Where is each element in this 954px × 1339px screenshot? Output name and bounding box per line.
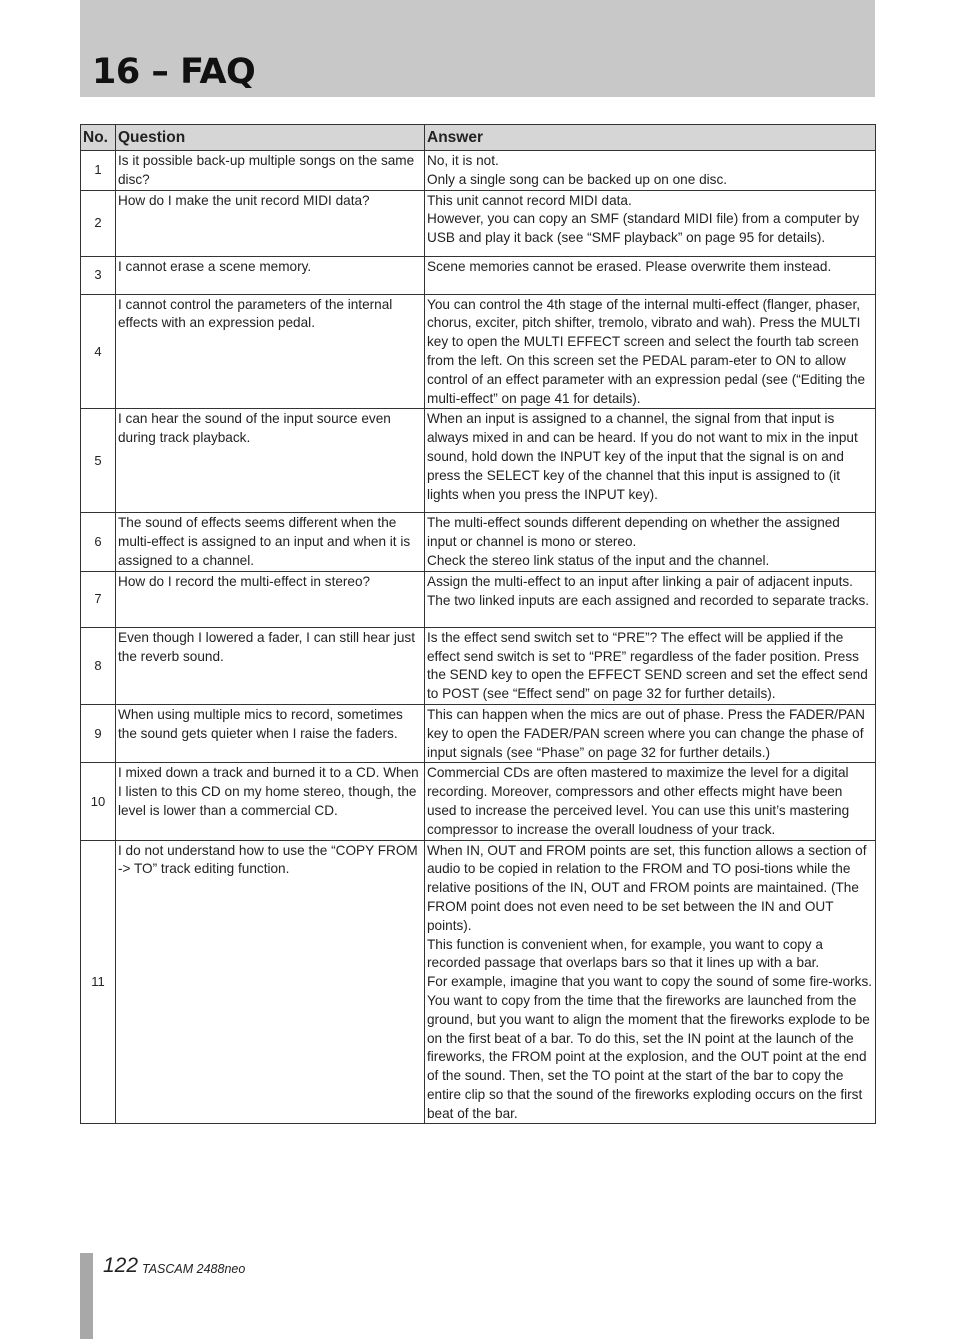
table-row [81, 840, 876, 1124]
answer-paragraph: The multi-effect sounds different depending on whether the assigned input or channel is mono or stereo. [427, 515, 840, 550]
page-title: 16 – FAQ [92, 52, 256, 92]
answer-paragraph: When IN, OUT and FROM points are set, this function allows a section of audio to be copied in relation to the FROM and TO posi-tions while the relative positions of the IN, OUT and FROM points are maintained. (The FROM point does not even need to be set between the IN and OUT points). [427, 842, 867, 933]
question-cell: I cannot erase a scene memory. [116, 256, 425, 294]
answer-cell [425, 256, 876, 294]
table-row [81, 294, 876, 409]
answer-cell [425, 409, 876, 513]
row-number: 7 [81, 571, 116, 627]
answer-cell [425, 763, 876, 840]
header-answer: Answer [425, 125, 876, 151]
question-cell: Is it possible back-up multiple songs on the same disc? [116, 151, 425, 191]
answer-paragraph: Is the effect send switch set to “PRE”? The effect will be applied if the effect send switch is set to “PRE” regardless of the fader position. Press the SEND key to open the EFFECT SEND screen and set the effect send to POST (see “Effect send” on page 32 for further details). [427, 629, 868, 702]
question-cell: I do not understand how to use the “COPY FROM -> TO” track editing function. [116, 840, 425, 1124]
row-number: 5 [81, 409, 116, 513]
answer-cell [425, 151, 876, 191]
header-no: No. [81, 125, 116, 151]
answer-paragraph: However, you can copy an SMF (standard MIDI file) from a computer by USB and play it back (see “SMF playback” on page 95 for details). [427, 211, 860, 246]
row-number: 4 [81, 294, 116, 409]
question-cell: I mixed down a track and burned it to a CD. When I listen to this CD on my home stereo, though, the level is lower than a commercial CD. [116, 763, 425, 840]
answer-cell [425, 294, 876, 409]
header-question: Question [116, 125, 425, 151]
table-row [81, 513, 876, 571]
question-cell: When using multiple mics to record, sometimes the sound gets quieter when I raise the faders. [116, 704, 425, 762]
answer-paragraph: Commercial CDs are often mastered to maximize the level for a digital recording. Moreover, compressors and other effects might have been used to increase the perceived level. You can use this unit’s mastering compressor to increase the overall loudness of your track. [427, 765, 850, 837]
row-number: 6 [81, 513, 116, 571]
question-cell: Even though I lowered a fader, I can still hear just the reverb sound. [116, 627, 425, 704]
row-number: 8 [81, 627, 116, 704]
answer-paragraph: No, it is not. [427, 153, 499, 168]
table-row [81, 704, 876, 762]
answer-paragraph: Only a single song can be backed up on one disc. [427, 171, 728, 187]
faq-table [80, 124, 876, 1124]
faq-table-body [81, 151, 876, 1124]
row-number: 10 [81, 763, 116, 840]
answer-cell [425, 571, 876, 627]
table-row [81, 151, 876, 191]
answer-paragraph: This unit cannot record MIDI data. [427, 192, 632, 208]
footer-side-bar [80, 1253, 93, 1339]
row-number: 1 [81, 151, 116, 191]
answer-paragraph: When an input is assigned to a channel, the signal from that input is always mixed in and can be heard. If you do not want to mix in the input sound, hold down the INPUT key of the input that the signal is on and press the SELECT key of the channel that this input is assigned to (it lights when you press the INPUT key). [427, 411, 858, 502]
table-header-row [81, 125, 876, 151]
row-number: 11 [81, 840, 116, 1124]
footer-product-name: TASCAM 2488neo [142, 1262, 246, 1276]
question-cell: I cannot control the parameters of the internal effects with an expression pedal. [116, 294, 425, 409]
answer-cell [425, 627, 876, 704]
table-row [81, 190, 876, 256]
answer-paragraph: You can control the 4th stage of the internal multi-effect (flanger, phaser, chorus, exciter, pitch shifter, tremolo, vibrato and wah). Press the MULTI key to open the MULTI EFFECT screen and select the fourth tab screen from the left. On this screen set the PEDAL param-eter to ON to allow control of an effect parameter with an expression pedal (see (“Editing the multi-effect” on page 41 for details). [427, 296, 866, 406]
answer-paragraph: For example, imagine that you want to copy the sound of some fire-works. You want to copy from the time that the fireworks are launched from the ground, but you want to align the moment that the fireworks explode to be on the first beat of a bar. To do this, set the IN point at the launch of the fireworks, the FROM point at the explosion, and the OUT point at the end of the sound. Then, set the TO point at the start of the bar to copy the entire clip so that the sound of the fireworks exploding occurs on the first beat of the bar. [427, 974, 873, 1121]
table-row [81, 627, 876, 704]
answer-paragraph: Assign the multi-effect to an input after linking a pair of adjacent inputs. The two linked inputs are each assigned and recorded to separate tracks. [427, 573, 870, 608]
answer-cell [425, 513, 876, 571]
row-number: 2 [81, 190, 116, 256]
answer-paragraph: This function is convenient when, for example, you want to copy a recorded passage that overlaps bars so that it lines up with a bar. [427, 936, 823, 971]
answer-paragraph: Scene memories cannot be erased. Please overwrite them instead. [427, 258, 832, 274]
question-cell: I can hear the sound of the input source even during track playback. [116, 409, 425, 513]
answer-cell [425, 704, 876, 762]
row-number: 9 [81, 704, 116, 762]
row-number: 3 [81, 256, 116, 294]
page-number: 122 [103, 1254, 139, 1277]
table-row [81, 409, 876, 513]
answer-cell [425, 190, 876, 256]
question-cell: The sound of effects seems different when the multi-effect is assigned to an input and when it is assigned to a channel. [116, 513, 425, 571]
answer-paragraph: This can happen when the mics are out of phase. Press the FADER/PAN key to open the FADER/PAN screen where you can change the phase of input signals (see “Phase” on page 32 for further details.) [427, 706, 865, 760]
question-cell: How do I record the multi-effect in stereo? [116, 571, 425, 627]
answer-paragraph: Check the stereo link status of the input and the channel. [427, 552, 770, 568]
table-row [81, 763, 876, 840]
answer-cell [425, 840, 876, 1124]
table-row [81, 571, 876, 627]
table-row [81, 256, 876, 294]
question-cell: How do I make the unit record MIDI data? [116, 190, 425, 256]
